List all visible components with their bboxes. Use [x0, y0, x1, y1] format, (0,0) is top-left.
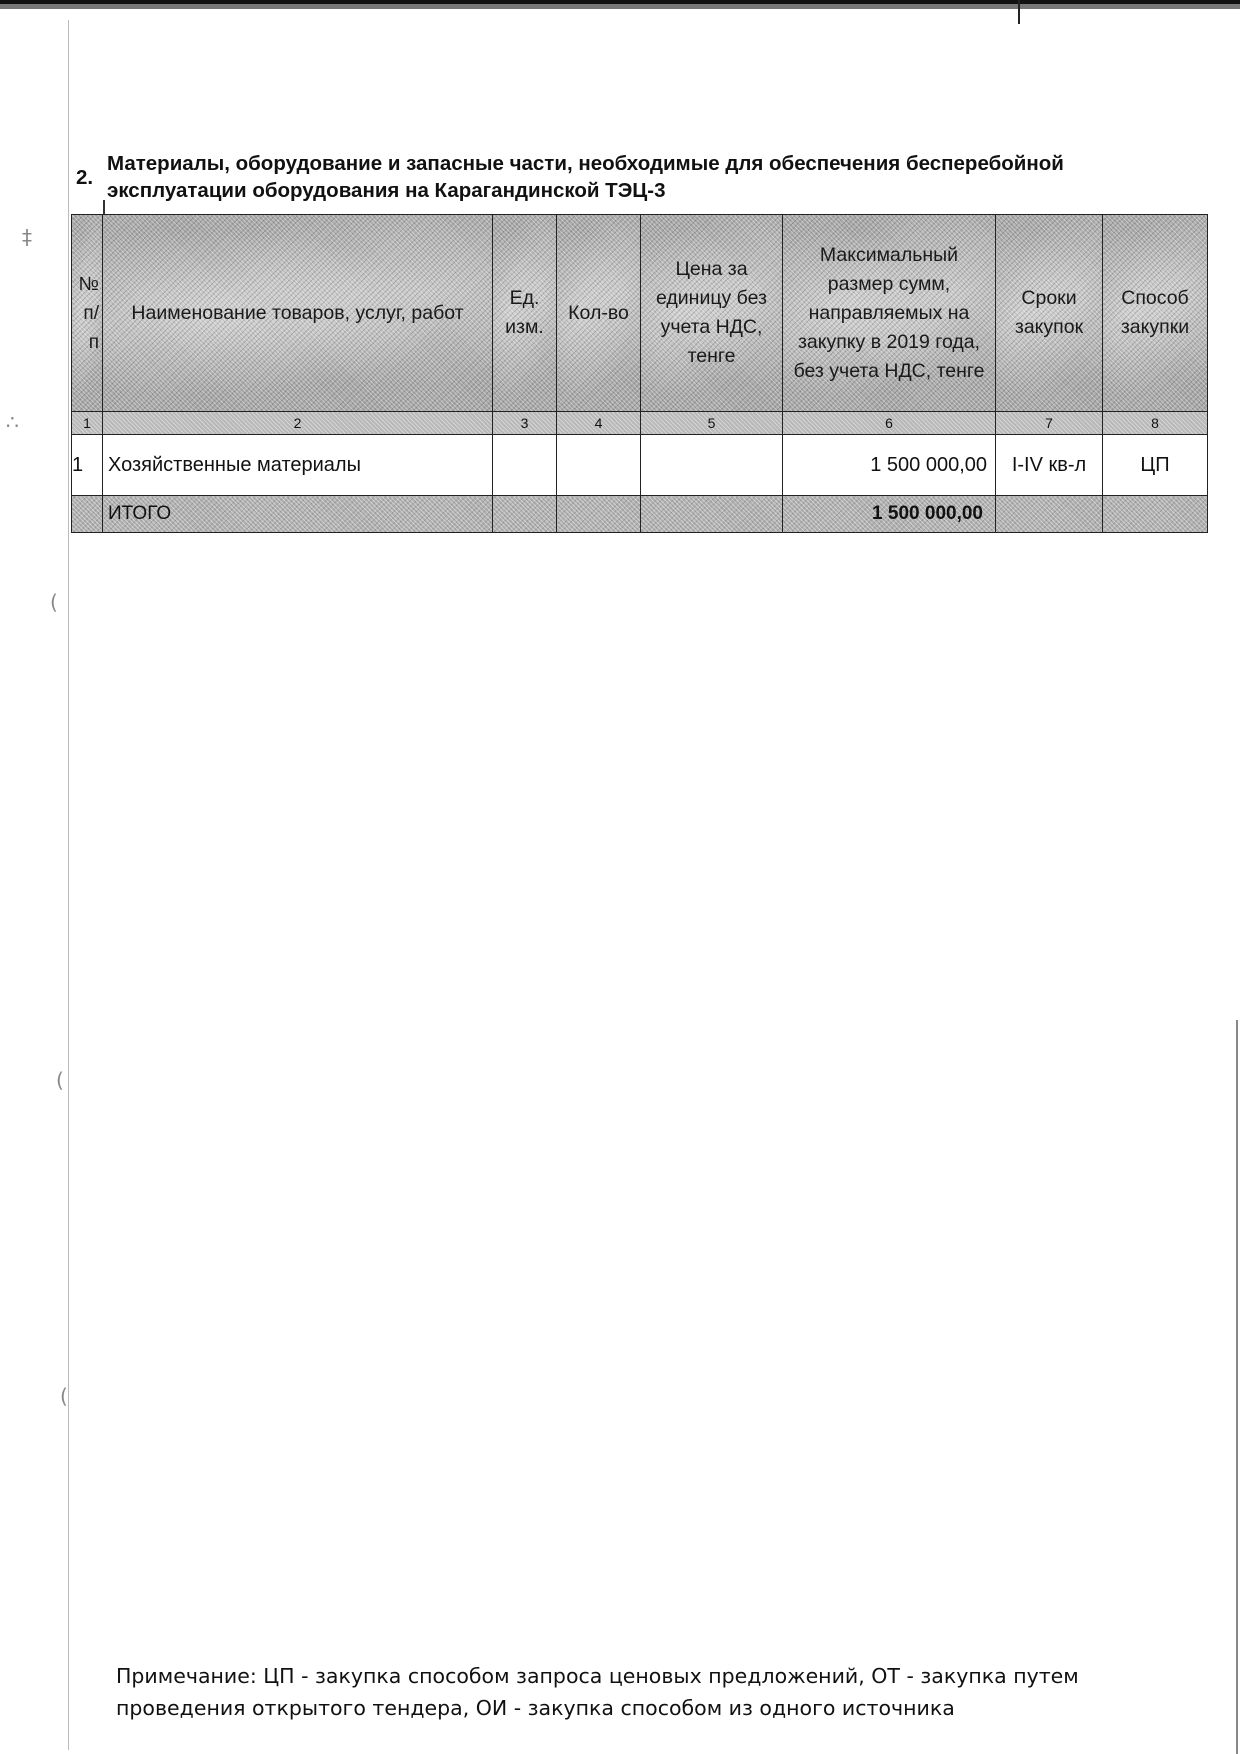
column-number: 7 [996, 412, 1103, 435]
cell-unit [493, 435, 557, 496]
cell-max-sum: 1 500 000,00 [783, 435, 996, 496]
cell-no: 1 [72, 435, 103, 496]
total-cell-empty [493, 496, 557, 533]
header-max-sum: Максимальный размер сумм, направляемых на закупку в 2019 года, без учета НДС, тенге [783, 215, 996, 412]
hole-punch-mark: ( [56, 1068, 64, 1092]
cell-price [641, 435, 783, 496]
total-cell-empty [1103, 496, 1208, 533]
total-label: ИТОГО [103, 496, 493, 533]
hole-punch-mark: ( [60, 1384, 68, 1408]
header-unit: Ед. изм. [493, 215, 557, 412]
footnote: Примечание: ЦП - закупка способом запроса ценовых предложений, ОТ - закупка путем проведения открытого тендера, ОИ - закупка способом из одного источника [116, 1664, 1079, 1720]
total-cell-empty [641, 496, 783, 533]
scan-left-border [68, 20, 69, 1750]
header-name: Наименование товаров, услуг, работ [103, 215, 493, 412]
scan-edge-mark [1018, 0, 1020, 24]
scan-right-border [1236, 1020, 1238, 1754]
column-number: 6 [783, 412, 996, 435]
header-qty: Кол-во [557, 215, 641, 412]
total-cell-empty [72, 496, 103, 533]
total-cell-empty [996, 496, 1103, 533]
hole-punch-mark: ( [50, 590, 58, 614]
section-heading [76, 150, 1196, 204]
cell-name: Хозяйственные материалы [103, 435, 493, 496]
table-row [72, 435, 1208, 496]
cell-method: ЦП [1103, 435, 1208, 496]
header-terms: Сроки закупок [996, 215, 1103, 412]
column-number: 4 [557, 412, 641, 435]
total-cell-empty [557, 496, 641, 533]
cell-terms: I-IV кв-л [996, 435, 1103, 496]
column-number: 5 [641, 412, 783, 435]
header-price: Цена за единицу без учета НДС, тенге [641, 215, 783, 412]
table-header-row [72, 215, 1208, 412]
total-row [72, 496, 1208, 533]
column-number: 1 [72, 412, 103, 435]
procurement-table [71, 214, 1208, 533]
header-method: Способ закупки [1103, 215, 1208, 412]
section-title: Материалы, оборудование и запасные части, необходимые для обеспечения бесперебойной эксплуатации оборудования на Карагандинской ТЭЦ-3 [107, 152, 1064, 202]
section-number: 2. [76, 166, 94, 189]
column-number: 8 [1103, 412, 1208, 435]
column-number-row [72, 412, 1208, 435]
column-number: 2 [103, 412, 493, 435]
hole-punch-mark: ∴ [6, 410, 19, 434]
column-number: 3 [493, 412, 557, 435]
scan-edge-top [0, 0, 1240, 9]
hole-punch-mark: ‡ [22, 225, 32, 249]
cell-qty [557, 435, 641, 496]
header-no: № п/п [72, 215, 103, 412]
total-max-sum: 1 500 000,00 [783, 496, 996, 533]
